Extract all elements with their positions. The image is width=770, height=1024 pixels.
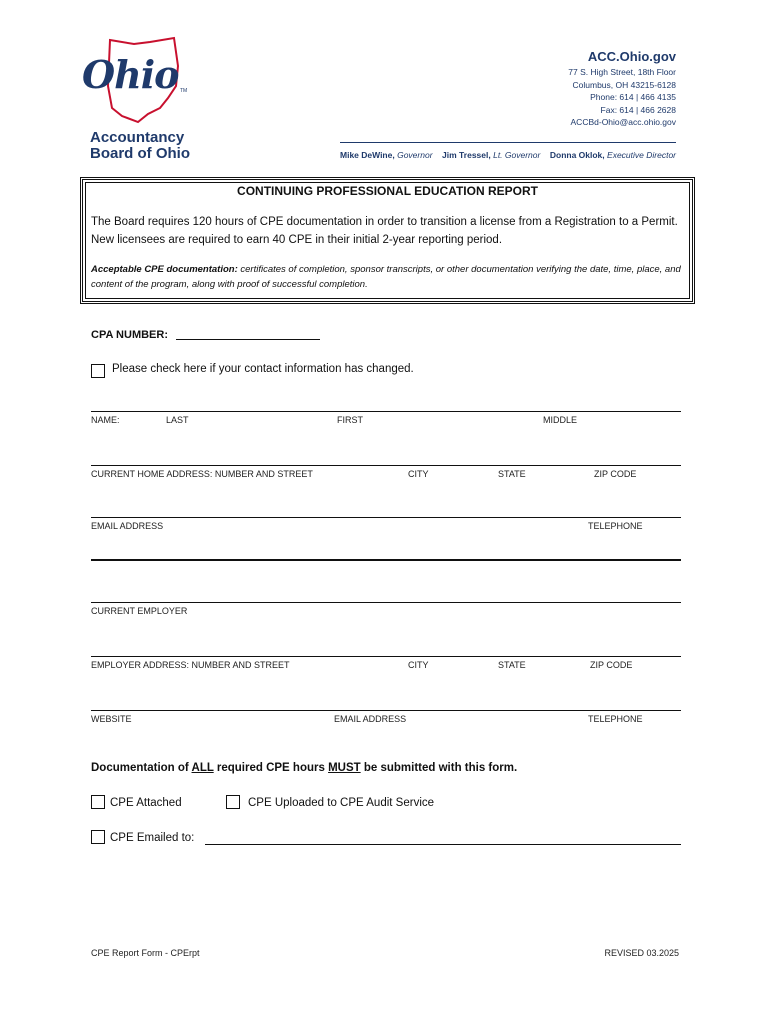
- board-name-line2: Board of Ohio: [90, 145, 190, 162]
- employer-zip-label: ZIP CODE: [590, 660, 633, 670]
- address-line2: Columbus, OH 43215-6128: [572, 79, 676, 90]
- employer-address-label: EMPLOYER ADDRESS: NUMBER AND STREET: [91, 660, 290, 670]
- cpe-attached-label: CPE Attached: [110, 797, 182, 809]
- submission-statement: Documentation of ALL required CPE hours MUST be submitted with this form.: [91, 762, 518, 774]
- employer-field-line[interactable]: [91, 602, 681, 603]
- official-lt-governor: Jim Tressel, Lt. Governor: [442, 150, 541, 160]
- form-title: CONTINUING PROFESSIONAL EDUCATION REPORT: [237, 184, 538, 198]
- address-line1: 77 S. High Street, 18th Floor: [568, 67, 676, 77]
- middle-name-label: MIDDLE: [543, 415, 578, 425]
- phone-number: Phone: 614 | 466 4135: [590, 92, 676, 102]
- contact-changed-label: Please check here if your contact information has changed.: [112, 363, 414, 375]
- footer-revision: REVISED 03.2025: [604, 948, 679, 958]
- home-zip-label: ZIP CODE: [594, 469, 637, 479]
- logo-wordmark: Ohio: [82, 52, 179, 97]
- current-employer-label: CURRENT EMPLOYER: [91, 606, 188, 616]
- last-name-label: LAST: [166, 415, 189, 425]
- board-name-line1: Accountancy: [90, 129, 185, 146]
- home-address-field-line[interactable]: [91, 465, 681, 466]
- email-field-line[interactable]: [91, 517, 681, 518]
- logo-trademark: TM: [180, 88, 188, 94]
- cpe-attached-checkbox[interactable]: [91, 795, 105, 809]
- header-divider: [340, 142, 676, 143]
- intro-paragraph: The Board requires 120 hours of CPE documentation in order to transition a license from a Registration to a Permit. New licensees are required to earn 40 CPE in their initial 2-year reporting period.: [91, 216, 678, 246]
- website-link[interactable]: ACC.Ohio.gov: [587, 49, 676, 64]
- employer-email-label: EMAIL ADDRESS: [334, 714, 407, 724]
- contact-block: [568, 48, 676, 129]
- contact-changed-checkbox[interactable]: [91, 364, 105, 378]
- documentation-note: Acceptable CPE documentation: certificates of completion, sponsor transcripts, or other documentation verifying the date, time, place, and content of the program, along with proof of successful completion.: [91, 264, 681, 290]
- official-governor: Mike DeWine, Governor: [340, 150, 433, 160]
- telephone-label: TELEPHONE: [588, 521, 643, 531]
- website-label: WEBSITE: [91, 714, 132, 724]
- home-state-label: STATE: [498, 469, 526, 479]
- cpe-emailed-checkbox[interactable]: [91, 830, 105, 844]
- fax-number: Fax: 614 | 466 2628: [600, 104, 676, 115]
- cpe-uploaded-label: CPE Uploaded to CPE Audit Service: [248, 797, 435, 809]
- home-address-label: CURRENT HOME ADDRESS: NUMBER AND STREET: [91, 469, 313, 479]
- employer-state-label: STATE: [498, 660, 526, 670]
- officials-row: [340, 150, 676, 160]
- official-executive-director: Donna Oklok, Executive Director: [549, 150, 676, 160]
- name-field-line[interactable]: [91, 411, 681, 412]
- first-name-label: FIRST: [337, 415, 363, 425]
- footer-form-id: CPE Report Form - CPErpt: [91, 948, 200, 958]
- employer-telephone-label: TELEPHONE: [588, 714, 643, 724]
- home-city-label: CITY: [408, 469, 429, 479]
- section-separator: [91, 559, 681, 561]
- cpe-uploaded-checkbox[interactable]: [226, 795, 240, 809]
- board-name: [90, 130, 190, 162]
- cpe-emailed-field[interactable]: [205, 844, 681, 845]
- name-label: NAME:: [91, 415, 120, 425]
- email-address-label: EMAIL ADDRESS: [91, 521, 164, 531]
- employer-city-label: CITY: [408, 660, 429, 670]
- email-link[interactable]: ACCBd-Ohio@acc.ohio.gov: [570, 117, 676, 127]
- cpe-emailed-label: CPE Emailed to:: [110, 832, 195, 844]
- website-field-line[interactable]: [91, 710, 681, 711]
- employer-address-field-line[interactable]: [91, 656, 681, 657]
- cpa-number-label: CPA NUMBER:: [91, 329, 168, 341]
- cpa-number-field[interactable]: [176, 339, 320, 340]
